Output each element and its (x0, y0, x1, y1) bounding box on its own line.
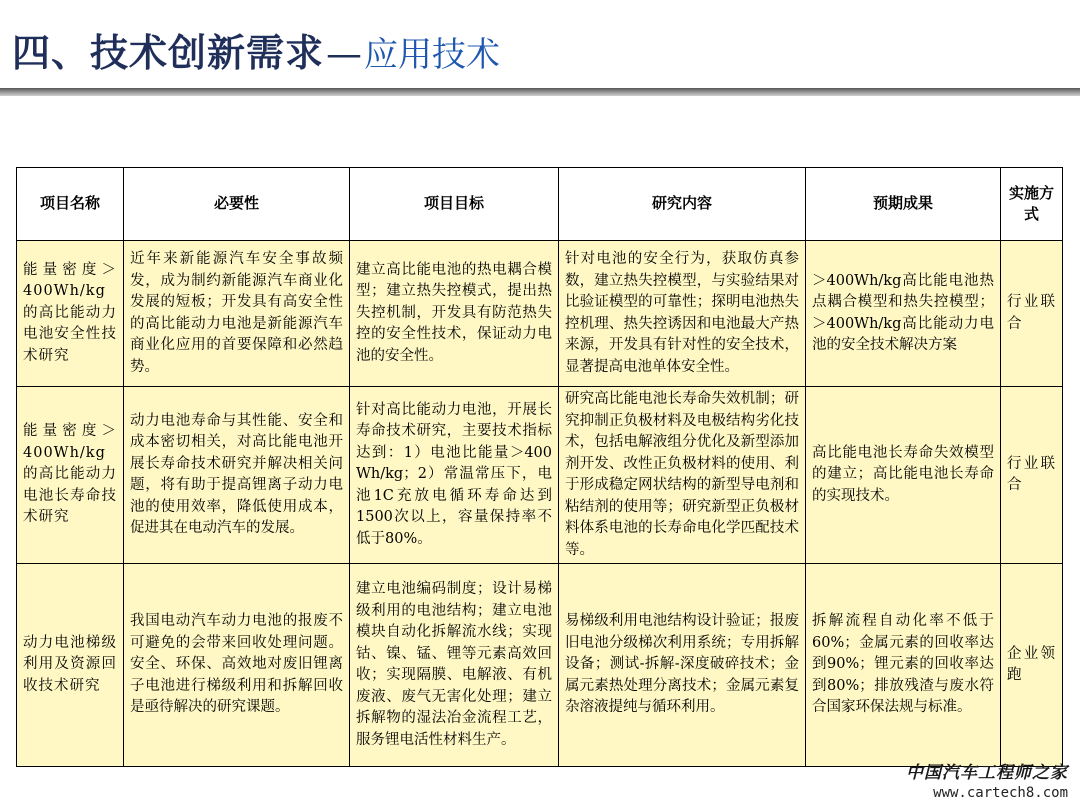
table-row (17, 241, 1063, 387)
slide-title-dash: — (326, 34, 363, 75)
cell-implementation: 行业联合 (1001, 241, 1063, 387)
cell-necessity: 我国电动汽车动力电池的报废不可避免的会带来回收处理问题。安全、环保、高效地对废旧锂离子电池进行梯级利用和拆解回收是亟待解决的研究课题。 (124, 564, 350, 767)
header-research: 研究内容 (559, 168, 806, 241)
cell-outcome: 高比能电池长寿命失效模型的建立；高比能电池长寿命的实现技术。 (806, 387, 1001, 564)
cell-project-name: 能量密度＞400Wh/kg的高比能动力电池安全性技术研究 (17, 241, 124, 387)
cell-goal: 建立高比能电池的热电耦合模型；建立热失控模式，提出热失控机制，开发具有防范热失控的安全性技术，保证动力电池的安全性。 (350, 241, 559, 387)
header-goal: 项目目标 (350, 168, 559, 241)
cell-outcome: 拆解流程自动化率不低于60%；金属元素的回收率达到90%；锂元素的回收率达到80%；排放残渣与废水符合国家环保法规与标准。 (806, 564, 1001, 767)
cell-implementation: 企业领跑 (1001, 564, 1063, 767)
cell-necessity: 动力电池寿命与其性能、安全和成本密切相关，对高比能电池开展长寿命技术研究并解决相关问题，将有助于提高锂离子动力电池的使用效率，降低使用成本，促进其在电动汽车的发展。 (124, 387, 350, 564)
cell-outcome: ＞400Wh/kg高比能电池热点耦合模型和热失控模型；＞400Wh/kg高比能动力电池的安全技术解决方案 (806, 241, 1001, 387)
title-divider (0, 88, 1080, 96)
watermark (906, 758, 1068, 801)
table-header-row (17, 168, 1063, 241)
cell-implementation: 行业联合 (1001, 387, 1063, 564)
cell-necessity: 近年来新能源汽车安全事故频发，成为制约新能源汽车商业化发展的短板；开发具有高安全性的高比能动力电池是新能源汽车商业化应用的首要保障和必然趋势。 (124, 241, 350, 387)
slide-title-main: 四、技术创新需求 (12, 31, 325, 75)
header-outcome: 预期成果 (806, 168, 1001, 241)
header-necessity: 必要性 (124, 168, 350, 241)
requirements-table (16, 167, 1063, 767)
watermark-brand: 中国汽车工程师之家 (906, 763, 1068, 783)
cell-project-name: 能量密度＞400Wh/kg的高比能动力电池长寿命技术研究 (17, 387, 124, 564)
cell-research: 针对电池的安全行为，获取仿真参数，建立热失控模型，与实验结果对比验证模型的可靠性；探明电池热失控机理、热失控诱因和电池最大产热来源，开发具有针对性的安全技术，显著提高电池单体安全性。 (559, 241, 806, 387)
watermark-url: www.cartech8.com (933, 785, 1068, 801)
cell-project-name: 动力电池梯级利用及资源回收技术研究 (17, 564, 124, 767)
header-implementation: 实施方式 (1001, 168, 1063, 241)
slide-title-sub: 应用技术 (364, 35, 501, 75)
header-project-name: 项目名称 (17, 168, 124, 241)
table-row (17, 564, 1063, 767)
cell-goal: 针对高比能动力电池，开展长寿命技术研究，主要技术指标达到：1）电池比能量＞400 Wh/kg；2）常温常压下，电池1C充放电循环寿命达到1500次以上，容量保持率不低于80%。 (350, 387, 559, 564)
table-row (17, 387, 1063, 564)
cell-research: 易梯级利用电池结构设计验证；报废旧电池分级梯次利用系统；专用拆解设备；测试-拆解-深度破碎技术；金属元素热处理分离技术；金属元素复杂溶液提纯与循环利用。 (559, 564, 806, 767)
cell-research: 研究高比能电池长寿命失效机制；研究抑制正负极材料及电极结构劣化技术，包括电解液组分优化及新型添加剂开发、改性正负极材料的使用、利于形成稳定网状结构的新型导电剂和粘结剂的使用等；研究新型正负极材料体系电池的长寿命电化学匹配技术等。 (559, 387, 806, 564)
cell-goal: 建立电池编码制度；设计易梯级利用的电池结构；建立电池模块自动化拆解流水线；实现钴、镍、锰、锂等元素高效回收；实现隔膜、电解液、有机废液、废气无害化处理；建立拆解物的湿法冶金流程工艺，服务锂电活性材料生产。 (350, 564, 559, 767)
slide-title (12, 22, 500, 82)
